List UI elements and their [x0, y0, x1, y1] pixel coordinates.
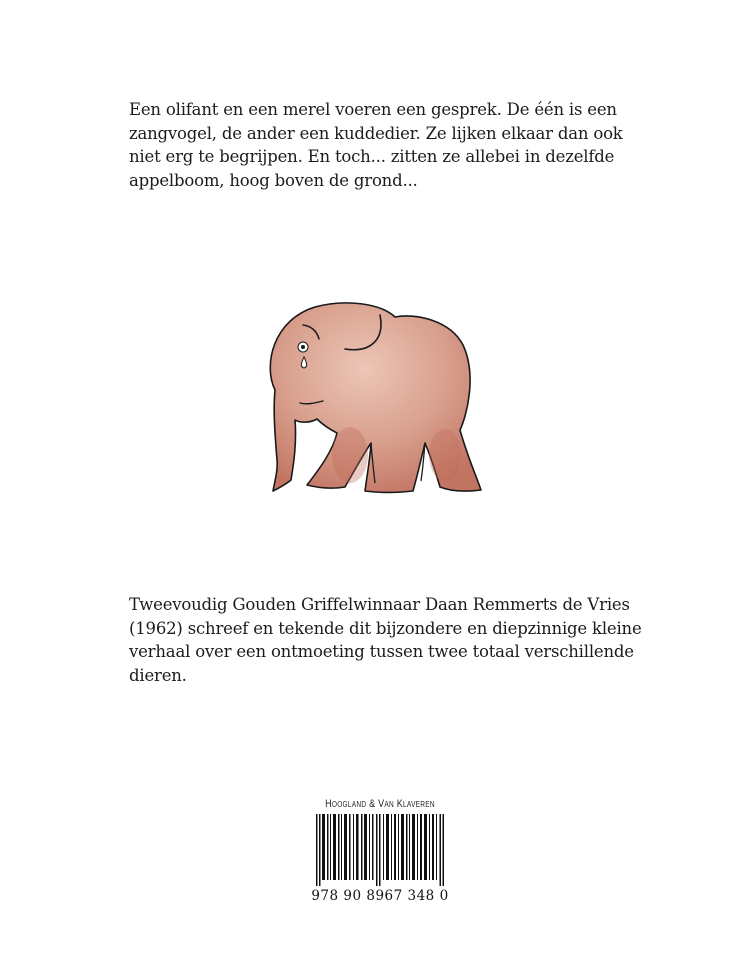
blurb-line: Een olifant en een merel voeren een gesprek. De één is een [129, 100, 617, 119]
barcode-icon [316, 814, 444, 886]
blurb-line: Tweevoudig Gouden Griffelwinnaar Daan Remmerts de Vries [129, 595, 630, 614]
blurb-line: appelboom, hoog boven de grond... [129, 170, 418, 190]
blurb-line: verhaal over een ontmoeting tussen twee totaal verschillende [129, 642, 634, 661]
blurb-line: niet erg te begrijpen. En toch... zitten ze allebei in dezelfde [129, 147, 615, 166]
blurb-bottom [129, 593, 642, 687]
blurb-line: zangvogel, de ander een kuddedier. Ze lijken elkaar dan ook [129, 123, 623, 143]
barcode-block [310, 798, 450, 904]
isbn-number: 978 90 8967 348 0 [311, 888, 449, 904]
elephant-illustration-icon [245, 295, 485, 505]
blurb-line: dieren. [129, 665, 187, 685]
publisher-name: Hoogland & Van Klaveren [325, 798, 435, 810]
blurb-top [129, 98, 623, 192]
blurb-line: (1962) schreef en tekende dit bijzondere en diepzinnige kleine [129, 618, 642, 638]
